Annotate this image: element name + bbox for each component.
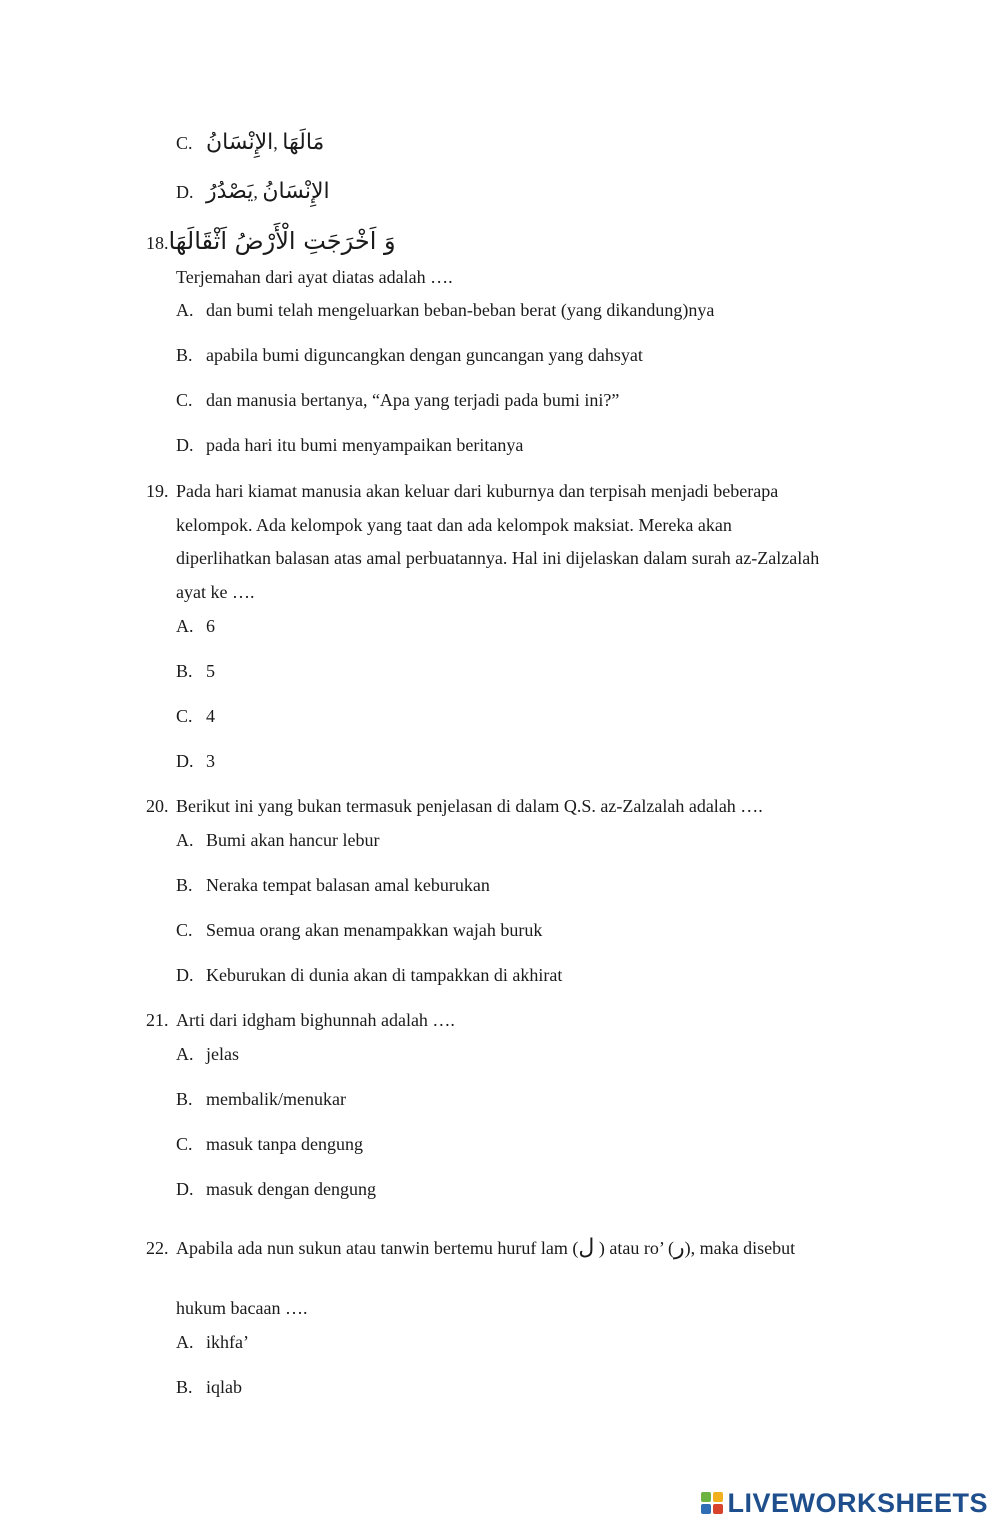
- option-letter: A.: [176, 1044, 194, 1064]
- option-text: masuk tanpa dengung: [206, 1134, 363, 1154]
- q20-option-a[interactable]: [176, 828, 379, 852]
- q21-option-d[interactable]: [176, 1177, 376, 1201]
- option-letter: B.: [176, 1089, 193, 1109]
- option-text: jelas: [206, 1044, 239, 1064]
- question-text: Arti dari idgham bighunnah adalah ….: [176, 1010, 455, 1030]
- q20-option-b[interactable]: [176, 873, 490, 897]
- option-letter: C.: [176, 706, 193, 726]
- option-text: 6: [206, 616, 215, 636]
- option-letter: C.: [176, 390, 193, 410]
- option-letter: D.: [176, 751, 194, 771]
- option-text: 5: [206, 661, 215, 681]
- question-text-part: ) atau ro’ (: [594, 1238, 674, 1258]
- option-text: dan manusia bertanya, “Apa yang terjadi pada bumi ini?”: [206, 390, 620, 410]
- arabic-text: الإِنْسَانُ: [262, 179, 330, 204]
- question-text-part: Apabila ada nun sukun atau tanwin bertemu huruf lam (: [176, 1238, 579, 1258]
- q21-option-b[interactable]: [176, 1087, 346, 1111]
- arabic-text: الإِنْسَانُ: [206, 130, 274, 155]
- q20-option-c[interactable]: [176, 918, 542, 942]
- option-letter: C.: [176, 920, 193, 940]
- option-letter: B.: [176, 661, 193, 681]
- q18-option-d[interactable]: [176, 433, 523, 457]
- option-letter: D.: [176, 182, 194, 202]
- question-text: Berikut ini yang bukan termasuk penjelasan di dalam Q.S. az-Zalzalah adalah ….: [176, 796, 763, 816]
- separator: ,: [273, 133, 278, 153]
- option-text: 3: [206, 751, 215, 771]
- option-letter: D.: [176, 965, 194, 985]
- option-letter: B.: [176, 875, 193, 895]
- question-19-number: 19.: [146, 481, 169, 501]
- option-letter: A.: [176, 300, 194, 320]
- option-letter: A.: [176, 616, 194, 636]
- option-letter: B.: [176, 1377, 193, 1397]
- option-text: apabila bumi diguncangkan dengan guncangan yang dahsyat: [206, 345, 643, 365]
- arabic-text: يَصْدُرُ: [206, 179, 254, 204]
- separator: ,: [253, 182, 258, 202]
- option-letter: D.: [176, 435, 194, 455]
- question-prompt: Terjemahan dari ayat diatas adalah ….: [176, 267, 453, 287]
- q21-option-c[interactable]: [176, 1132, 363, 1156]
- option-text: pada hari itu bumi menyampaikan beritanya: [206, 435, 524, 455]
- option-letter: B.: [176, 345, 193, 365]
- question-text-line: hukum bacaan ….: [176, 1298, 308, 1318]
- q18-option-b[interactable]: [176, 343, 643, 367]
- question-number: 18.: [146, 233, 169, 253]
- option-text: 4: [206, 706, 215, 726]
- option-text: Neraka tempat balasan amal keburukan: [206, 875, 490, 895]
- q19-option-a[interactable]: [176, 614, 215, 638]
- q22-option-b[interactable]: [176, 1375, 242, 1399]
- option-text: iqlab: [206, 1377, 242, 1397]
- option-text: ikhfa’: [206, 1332, 249, 1352]
- option-text: membalik/menukar: [206, 1089, 346, 1109]
- liveworksheets-logo: [701, 1488, 988, 1518]
- question-text-line: Pada hari kiamat manusia akan keluar dari kuburnya dan terpisah menjadi beberapa: [176, 481, 779, 501]
- question-22-number: 22.: [146, 1238, 169, 1258]
- q20-option-d[interactable]: [176, 963, 562, 987]
- q19-option-b[interactable]: [176, 659, 215, 683]
- logo-mark-icon: [701, 1492, 723, 1514]
- question-text: [176, 1236, 795, 1260]
- arabic-verse: وَ اَخْرَجَتِ الْأَرْضُ اَثْقَالَهَا: [168, 227, 396, 255]
- option-letter: A.: [176, 830, 194, 850]
- q18-option-c[interactable]: [176, 388, 619, 412]
- option-letter: A.: [176, 1332, 194, 1352]
- q21-option-a[interactable]: [176, 1042, 239, 1066]
- q17-option-d: [176, 180, 330, 204]
- question-21-number: 21.: [146, 1010, 169, 1030]
- arabic-letter-ro: ر: [674, 1235, 685, 1260]
- option-letter: C.: [176, 133, 193, 153]
- question-text-line: kelompok. Ada kelompok yang taat dan ada kelompok maksiat. Mereka akan: [176, 515, 732, 535]
- arabic-letter-lam: ل: [578, 1235, 595, 1260]
- q17-option-c: [176, 131, 324, 155]
- q22-option-a[interactable]: [176, 1330, 249, 1354]
- q18-option-a[interactable]: [176, 298, 714, 322]
- question-text-line: ayat ke ….: [176, 582, 255, 602]
- logo-text: LIVEWORKSHEETS: [727, 1487, 988, 1518]
- question-text-line: diperlihatkan balasan atas amal perbuatannya. Hal ini dijelaskan dalam surah az-Zalzalah: [176, 548, 820, 568]
- option-letter: D.: [176, 1179, 194, 1199]
- question-18: [146, 229, 396, 255]
- option-text: Keburukan di dunia akan di tampakkan di akhirat: [206, 965, 563, 985]
- option-text: Semua orang akan menampakkan wajah buruk: [206, 920, 543, 940]
- q19-option-d[interactable]: [176, 749, 215, 773]
- question-20-number: 20.: [146, 796, 169, 816]
- question-text-part: ), maka disebut: [684, 1238, 796, 1258]
- option-text: dan bumi telah mengeluarkan beban-beban berat (yang dikandung)nya: [206, 300, 715, 320]
- q19-option-c[interactable]: [176, 704, 215, 728]
- option-letter: C.: [176, 1134, 193, 1154]
- option-text: Bumi akan hancur lebur: [206, 830, 380, 850]
- arabic-text: مَالَهَا: [282, 130, 325, 155]
- option-text: masuk dengan dengung: [206, 1179, 376, 1199]
